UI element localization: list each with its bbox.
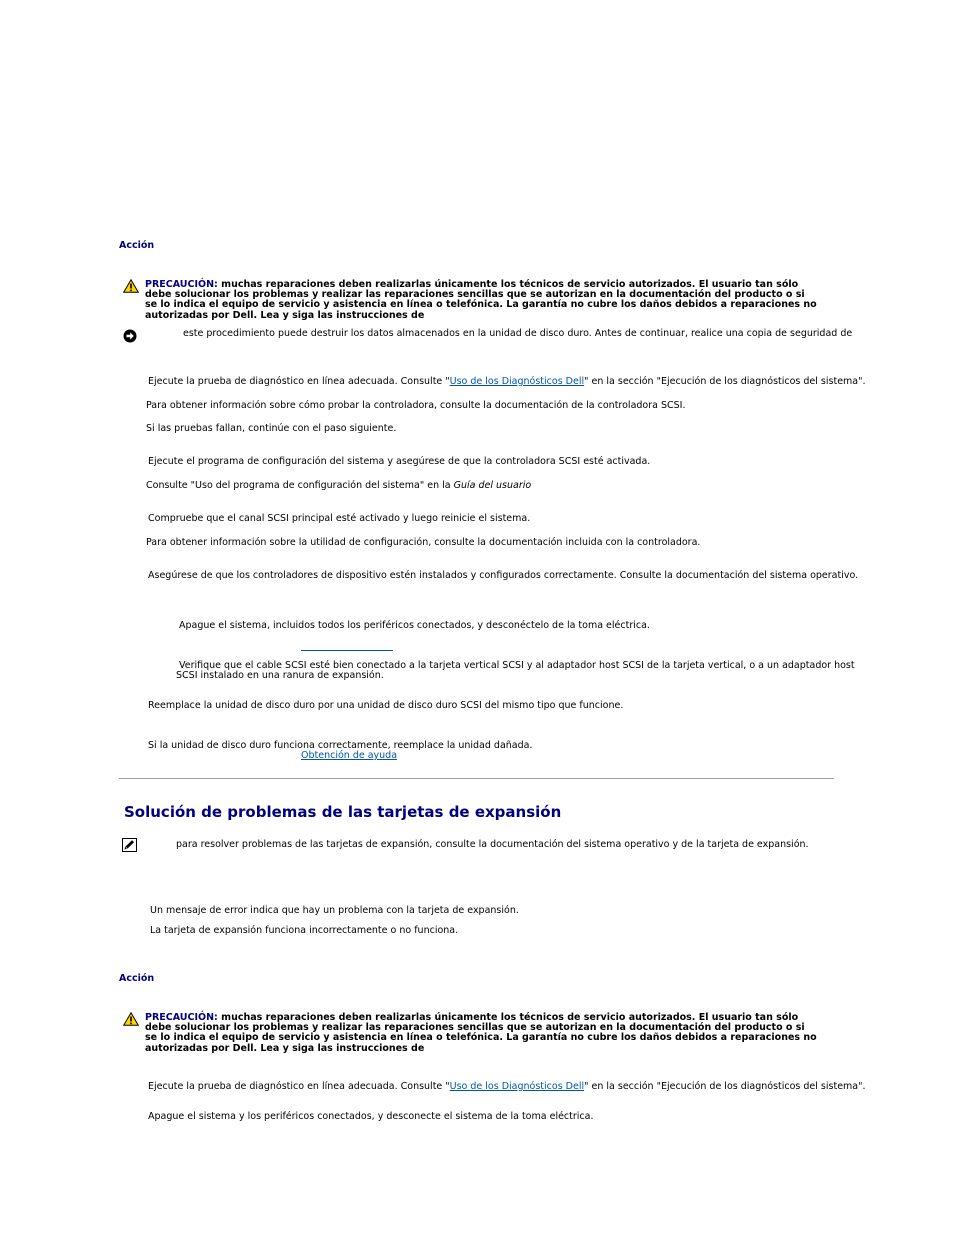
step-note-utility: Para obtener información sobre la utilidad de configuración, consulte la documentación incluida con la controladora. — [146, 537, 701, 548]
caution-icon — [123, 1012, 139, 1026]
step-check-drivers: Asegúrese de que los controladores de dispositivo estén instalados y configurados correctamente. Consulte la documentación del sistema operativo. — [148, 570, 859, 581]
step-run-diagnostics-2 — [148, 1081, 866, 1092]
caution-body: muchas reparaciones deben realizarlas únicamente los técnicos de servicio autorizados. El usuario tan sólo debe solucionar los problemas y realizar las reparaciones sencillas que se autorizan en la documentación del producto o si se lo indica el equipo de servicio y asistencia en línea o telefónica. La garantía no cubre los daños debidos a reparaciones no autorizadas por Dell. Lea y siga las instrucciones de — [145, 279, 817, 321]
step-note-setup — [146, 480, 531, 491]
caution-label: PRECAUCIÓN: — [145, 1012, 218, 1023]
action-heading-2: Acción — [119, 973, 155, 984]
user-guide-title: Guía del usuario — [453, 480, 532, 491]
getting-help-link[interactable]: Obtención de ayuda — [301, 750, 398, 761]
step-check-scsi-channel: Compruebe que el canal SCSI principal esté activado y luego reinicie el sistema. — [148, 513, 531, 524]
step-text-pre: Ejecute la prueba de diagnóstico en línea adecuada. Consulte " — [148, 1081, 450, 1092]
dell-diagnostics-link[interactable]: Uso de los Diagnósticos Dell — [449, 376, 585, 387]
action-heading: Acción — [119, 240, 155, 251]
step-run-setup: Ejecute el programa de configuración del sistema y asegúrese de que la controladora SCSI esté activada. — [148, 456, 651, 467]
note-text: para resolver problemas de las tarjetas de expansión, consulte la documentación del sistema operativo y de la tarjeta de expansión. — [176, 839, 809, 850]
note-icon — [122, 838, 137, 852]
caution-icon — [123, 279, 139, 293]
notice-text: este procedimiento puede destruir los datos almacenados en la unidad de disco duro. Antes de continuar, realice una copia de seguridad de — [183, 328, 853, 339]
caution-body: muchas reparaciones deben realizarlas únicamente los técnicos de servicio autorizados. El usuario tan sólo debe solucionar los problemas y realizar las reparaciones sencillas que se autorizan en la documentación del producto o si se lo indica el equipo de servicio y asistencia en línea o telefónica. La garantía no cubre los daños debidos a reparaciones no autorizadas por Dell. Lea y siga las instrucciones de — [145, 1012, 817, 1054]
substep-verify-cable-line1: Verifique que el cable SCSI esté bien conectado a la tarjeta vertical SCSI y al adaptador host SCSI de la tarjeta vertical, o a un adaptador host — [179, 660, 855, 671]
step-text-post: " en la sección "Ejecución de los diagnósticos del sistema". — [584, 1081, 866, 1092]
setup-note-text: Consulte "Uso del programa de configuración del sistema" en la — [146, 480, 454, 491]
step-note-replace: Si la unidad de disco duro funciona correctamente, reemplace la unidad dañada. — [148, 740, 533, 751]
step-text-post: " en la sección "Ejecución de los diagnósticos del sistema". — [584, 376, 866, 387]
step-note-tests-fail: Si las pruebas fallan, continúe con el paso siguiente. — [146, 423, 397, 434]
problem-card-malfunction: La tarjeta de expansión funciona incorrectamente o no funciona. — [150, 925, 459, 936]
section-title: Solución de problemas de las tarjetas de expansión — [124, 803, 562, 821]
step-text-pre: Ejecute la prueba de diagnóstico en línea adecuada. Consulte " — [148, 376, 450, 387]
section-divider — [119, 778, 834, 779]
step-replace-drive: Reemplace la unidad de disco duro por una unidad de disco duro SCSI del mismo tipo que funcione. — [148, 700, 624, 711]
step-note-controller: Para obtener información sobre cómo probar la controladora, consulte la documentación de la controladora SCSI. — [146, 400, 686, 411]
step-run-diagnostics — [148, 376, 866, 387]
substep-verify-cable-line2: SCSI instalado en una ranura de expansión. — [176, 670, 384, 681]
caution-text-2 — [145, 1013, 820, 1054]
link-underline[interactable] — [301, 650, 393, 651]
step-shutdown-2: Apague el sistema y los periféricos conectados, y desconecte el sistema de la toma eléctrica. — [148, 1111, 594, 1122]
notice-icon — [123, 329, 137, 343]
substep-shutdown: Apague el sistema, incluidos todos los periféricos conectados, y desconéctelo de la toma eléctrica. — [179, 620, 650, 631]
problem-error-message: Un mensaje de error indica que hay un problema con la tarjeta de expansión. — [150, 905, 519, 916]
caution-text — [145, 280, 820, 321]
dell-diagnostics-link[interactable]: Uso de los Diagnósticos Dell — [449, 1081, 585, 1092]
caution-label: PRECAUCIÓN: — [145, 279, 218, 290]
